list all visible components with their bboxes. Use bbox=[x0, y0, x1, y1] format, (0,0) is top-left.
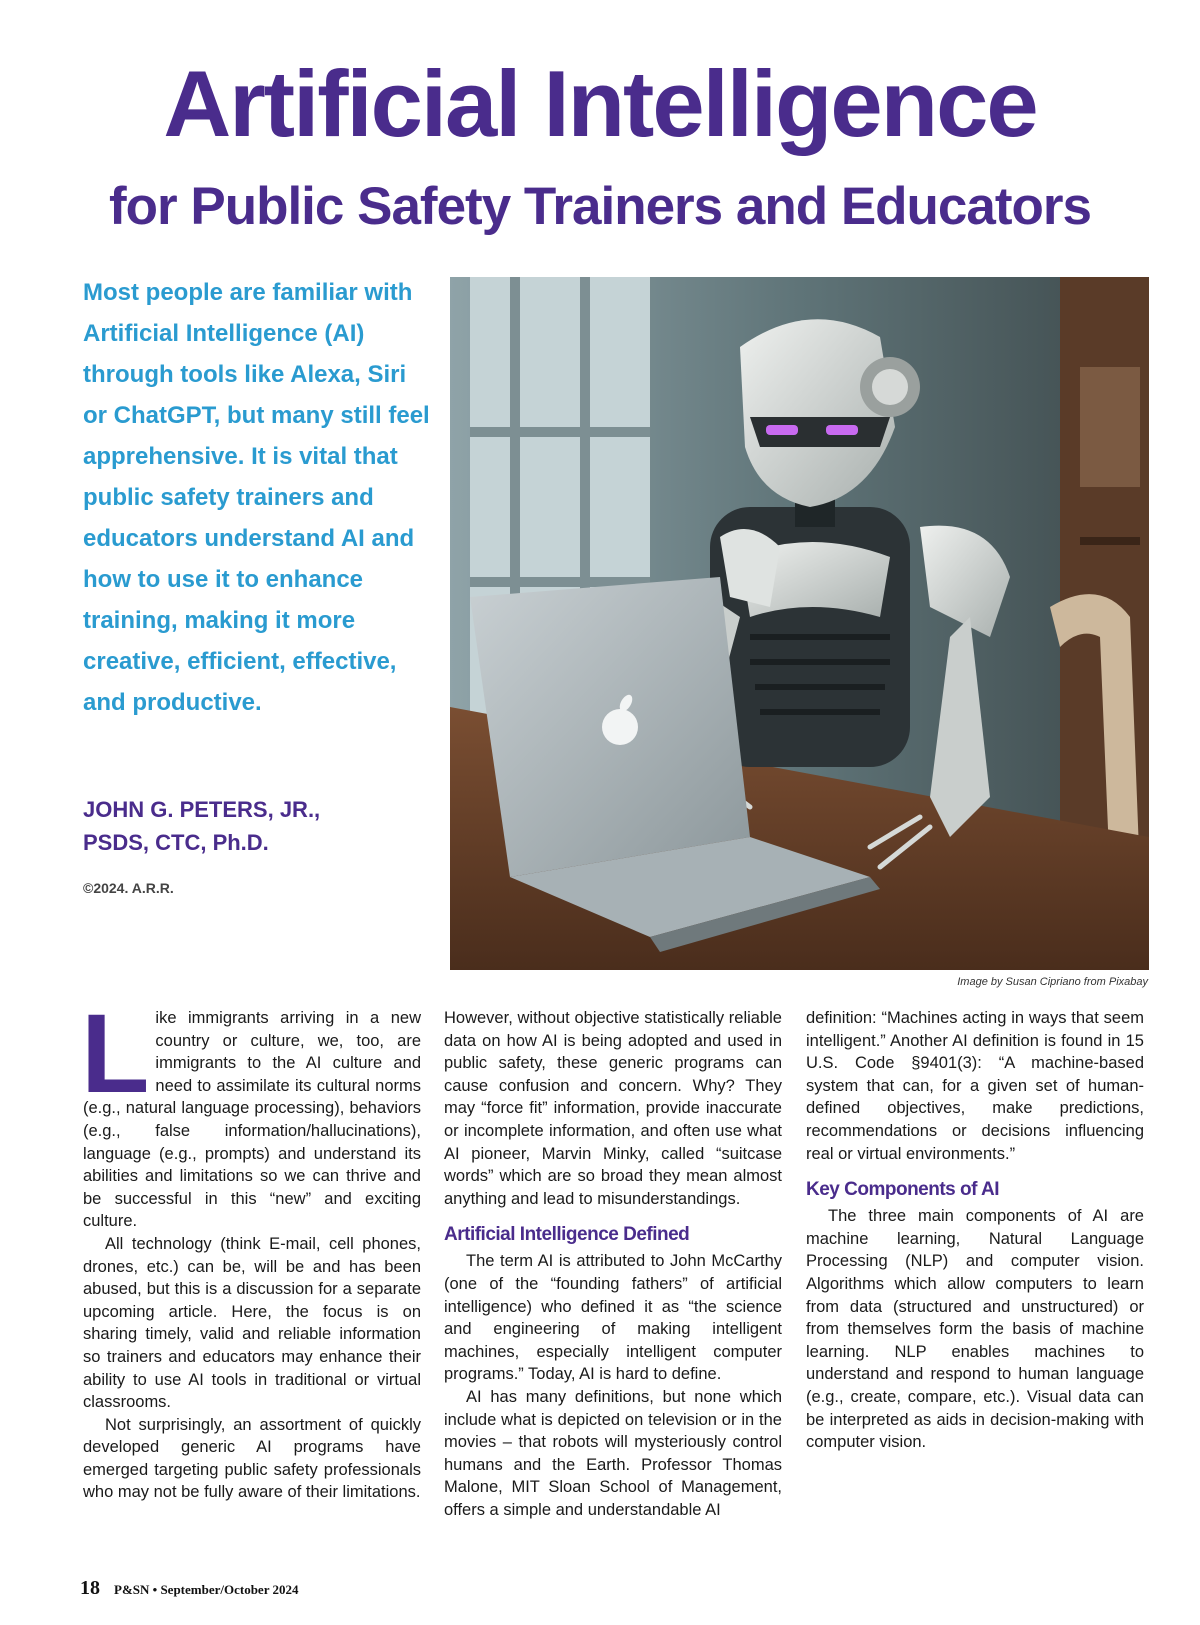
article-paragraph: Not surprisingly, an assortment of quickly developed generic AI programs have emerged targeting public safety professionals who may not be fully aware of their limitations. bbox=[83, 1415, 421, 1502]
article-paragraph: The three main components of AI are machine learning, Natural Language Processing (NLP) and computer vision. Algorithms which allow computers to learn from data (structured and unstructured) or from themselves form the basis of machine learning. NLP enables machines to understand and respond to human language (e.g., create, compare, etc.). Visual data can be interpreted as aids in decision-making with computer vision. bbox=[806, 1207, 1144, 1452]
drop-cap: L bbox=[81, 991, 150, 1116]
article-paragraph: All technology (think E-mail, cell phones, drones, etc.) can be, will be and has been abused, but this is a discussion for a separate upcoming article. Here, the focus is on sharing timely, valid and reliable information so trainers and educators may enhance their ability to use AI tools in traditional or virtual classrooms. bbox=[83, 1234, 421, 1412]
section-heading-ai-defined: Artificial Intelligence Defined bbox=[444, 1224, 690, 1246]
author-byline bbox=[83, 793, 423, 859]
robot-laptop-photo bbox=[450, 277, 1149, 970]
section-heading-key-components: Key Components of AI bbox=[806, 1179, 1000, 1201]
article-deck: Most people are familiar with Artificial Intelligence (AI) through tools like Alexa, Siri or ChatGPT, but many still feel apprehensive. It is vital that public safety trainers and educators understand AI and how to use it to enhance training, making it more creative, efficient, effective, and productive. bbox=[83, 279, 430, 716]
article-subtitle: for Public Safety Trainers and Educators bbox=[108, 177, 1091, 236]
image-credit: Image by Susan Cipriano from Pixabay bbox=[957, 976, 1148, 988]
article-paragraph bbox=[81, 991, 421, 1233]
publication-info: P&SN • September/October 2024 bbox=[114, 1582, 299, 1597]
article-column-3 bbox=[806, 1007, 1144, 1454]
article-paragraph-continued: definition: “Machines acting in ways that seem intelligent.” Another AI definition is found in 15 U.S. Code §9401(3): “A machine-based system that can, for a given set of human-defined objectives, make predictions, recommendations or decisions influencing real or virtual environments.” bbox=[806, 1009, 1144, 1163]
copyright-notice: ©2024. A.R.R. bbox=[83, 880, 174, 896]
paragraph-text: ike immigrants arriving in a new country or culture, we, too, are immigrants to the AI culture and need to assimilate its cultural norms (e.g., natural language processing), behaviors (e.g., false information/hallucinations), language (e.g., prompts) and understand its abilities and limitations so we can thrive and be successful in this “new” and exciting culture. bbox=[83, 1009, 421, 1231]
article-paragraph: The term AI is attributed to John McCarthy (one of the “founding fathers” of artificial intelligence) who defined it as “the science and engineering of making intelligent machines, especially intelligent computer programs.” Today, AI is hard to define. bbox=[444, 1252, 782, 1384]
article-paragraph: AI has many definitions, but none which include what is depicted on television or in the movies – that robots will mysteriously control humans and the Earth. Professor Thomas Malone, MIT Sloan School of Management, offers a simple and understandable AI bbox=[444, 1387, 782, 1519]
page-number: 18 bbox=[80, 1577, 100, 1599]
article-column-2 bbox=[444, 1007, 782, 1521]
article-column-1 bbox=[81, 991, 421, 1504]
article-title: Artificial Intelligence bbox=[163, 51, 1037, 156]
article-paragraph-continued: However, without objective statistically reliable data on how AI is being adopted and used in public safety, these generic programs can cause confusion and concern. Why? They may “force fit” information, provide inaccurate or incomplete information, and often use what AI pioneer, Marvin Minky, called “suitcase words” which are so broad they mean almost anything and lead to misunderstandings. bbox=[444, 1009, 782, 1208]
author-name: JOHN G. PETERS, JR., bbox=[83, 797, 321, 822]
page-footer bbox=[80, 1577, 298, 1600]
author-credentials: PSDS, CTC, Ph.D. bbox=[83, 830, 269, 855]
